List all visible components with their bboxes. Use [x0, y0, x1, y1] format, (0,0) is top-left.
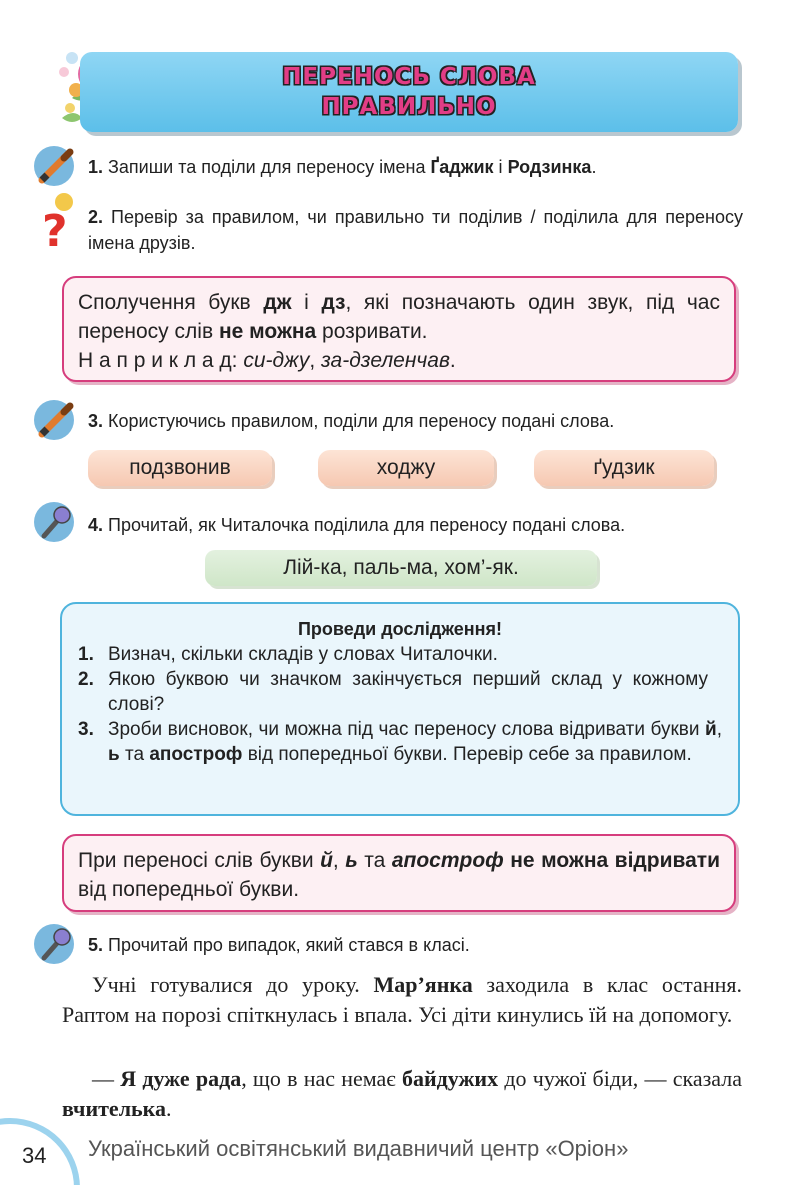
research-box: [60, 602, 740, 816]
page-title-line1: ПЕРЕНОСЬ СЛОВА: [282, 64, 536, 90]
task-1: 1. Запиши та поділи для переносу імена Ґаджик і Родзинка.: [88, 157, 597, 177]
task-3: 3. Користуючись правилом, поділи для переносу подані слова.: [88, 411, 615, 431]
page-number: 34: [22, 1143, 47, 1168]
pen-icon: [34, 146, 74, 186]
research-item: 2. Якою буквою чи значком закінчується перший склад у кожному слові?: [78, 669, 708, 715]
reader-words: Лій-ка, паль-ма, хом’-як.: [205, 550, 597, 586]
rule-box-dzh-dz: Сполучення букв дж і дз, які позначають один звук, під час переносу слів не можна розривати. Н а п р и к л а д: си-джу, за-дзеленчав.: [62, 276, 736, 382]
page-title-line2: ПРАВИЛЬНО: [321, 94, 497, 120]
rule-box-apostrophe: При переносі слів букви й, ь та апостроф не можна відривати від попередньої букви.: [62, 834, 736, 912]
task-4: 4. Прочитай, як Читалочка поділила для переносу подані слова.: [88, 515, 626, 535]
question-mark-icon: [36, 192, 80, 252]
word-pill: ходжу: [318, 450, 494, 486]
research-item: 1. Визнач, скільки складів у словах Читалочки.: [78, 644, 498, 665]
task-2: 2. Перевір за правилом, чи правильно ти поділив / поділила для переносу імена друзів.: [88, 207, 743, 253]
word-pill: подзвонив: [88, 450, 272, 486]
microphone-icon: [34, 502, 74, 542]
title-banner: [80, 52, 738, 132]
microphone-icon: [34, 924, 74, 964]
research-item: 3. Зроби висновок, чи можна під час переносу слова відривати букви й, ь та апостроф від попередньої букви. Перевір себе за правилом.: [78, 719, 722, 765]
publisher-credit: Український освітянський видавничий центр «Оріон»: [88, 1136, 629, 1161]
task-5: 5. Прочитай про випадок, який стався в класі.: [88, 935, 470, 955]
pen-icon: [34, 400, 74, 440]
story-paragraph-2: — Я дуже рада, що в нас немає байдужих до чужої біди, — сказала вчителька.: [62, 1066, 743, 1121]
word-pill: ґудзик: [534, 450, 714, 486]
svg-text:?: ?: [42, 206, 68, 252]
story-paragraph-1: Учні готувалися до уроку. Мар’янка заходила в клас остання. Раптом на порозі спіткнулась і впала. Усі діти кинулись їй на допомогу.: [62, 972, 742, 1027]
research-title: Проведи дослідження!: [297, 619, 503, 639]
